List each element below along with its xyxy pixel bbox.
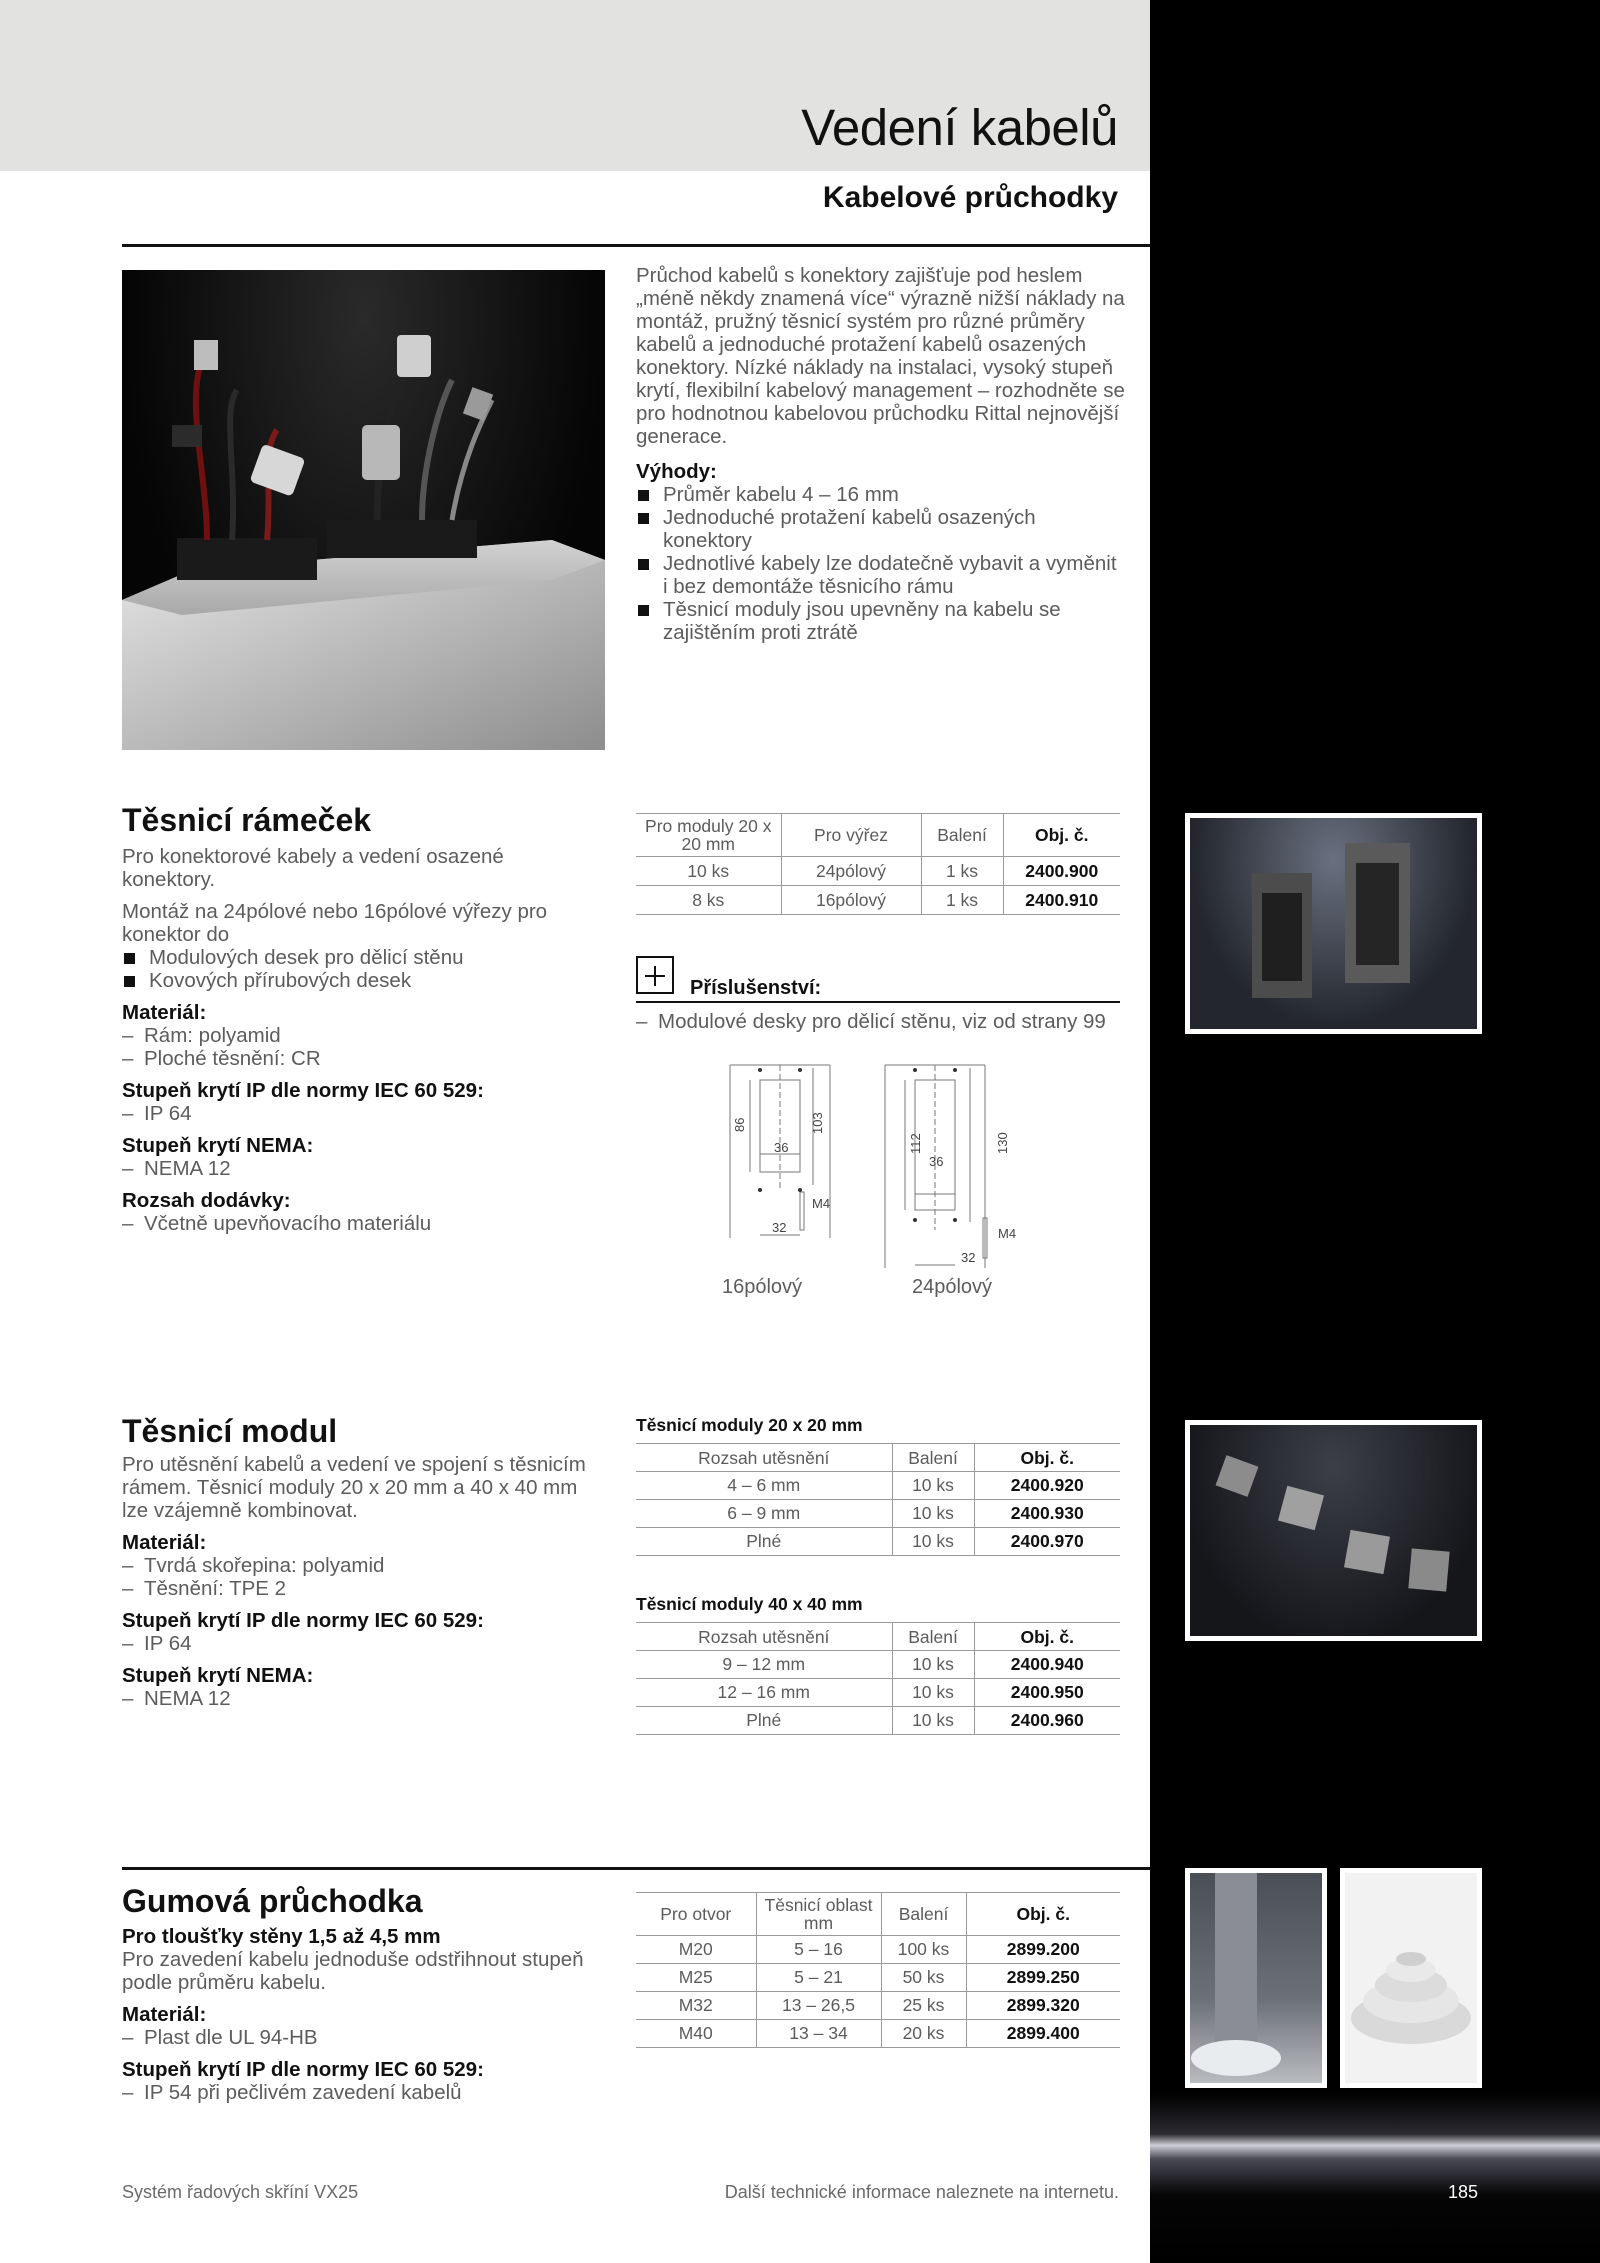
order-number: 2400.930	[974, 1500, 1120, 1528]
table-cell: 6 – 9 mm	[636, 1500, 892, 1528]
nema-list	[122, 1687, 592, 1710]
grommet-desc: Pro zavedení kabelu jednoduše odstřihnout stupeň podle průměru kabelu.	[122, 1948, 584, 1994]
column-header: Pro otvor	[636, 1893, 756, 1936]
table-cell: 10 ks	[892, 1500, 974, 1528]
table-cell: M25	[636, 1964, 756, 1992]
material-heading: Materiál:	[122, 2003, 207, 2026]
list-item: – IP 64	[122, 1102, 582, 1125]
ip-heading: Stupeň krytí IP dle normy IEC 60 529:	[122, 1079, 484, 1102]
nema-list	[122, 1157, 582, 1180]
list-item: Průměr kabelu 4 – 16 mm	[636, 483, 1126, 506]
grommet-photo-installed	[1185, 1868, 1327, 2088]
cable-gland-illustration	[122, 270, 605, 750]
table-row	[636, 1964, 1120, 1992]
column-header: Pro výřez	[781, 814, 921, 857]
table-cell: 10 ks	[636, 857, 781, 886]
table-row	[636, 2020, 1120, 2048]
list-item: – NEMA 12	[122, 1157, 582, 1180]
list-item: – Ploché těsnění: CR	[122, 1047, 582, 1070]
column-header: Pro moduly 20 x 20 mm	[636, 814, 781, 857]
grommet-table	[636, 1892, 1120, 2048]
table-cell: 20 ks	[881, 2020, 966, 2048]
column-header: Těsnicí oblast mm	[756, 1893, 881, 1936]
grommet-installed-illustration	[1190, 1873, 1322, 2083]
table-cell: 10 ks	[892, 1707, 974, 1735]
table-cell: 24pólový	[781, 857, 921, 886]
material-list	[122, 1554, 592, 1600]
order-number: 2400.950	[974, 1679, 1120, 1707]
list-item: Modulových desek pro dělicí stěnu	[122, 946, 582, 969]
list-item: – Modulové desky pro dělicí stěnu, viz od strany 99	[636, 1010, 1126, 1033]
ip-heading: Stupeň krytí IP dle normy IEC 60 529:	[122, 1609, 484, 1632]
module-product-photo	[1185, 1420, 1482, 1641]
column-header: Balení	[892, 1444, 974, 1472]
dim-height-16: 86	[732, 1117, 747, 1132]
table-cell: 4 – 6 mm	[636, 1472, 892, 1500]
ip-heading: Stupeň krytí IP dle normy IEC 60 529:	[122, 2058, 484, 2081]
dim-base-16: 32	[772, 1220, 787, 1235]
footer-left: Systém řadových skříní VX25	[122, 2182, 359, 2202]
scope-list	[122, 1212, 582, 1235]
table-cell: 16pólový	[781, 886, 921, 915]
dim-height2-24: 130	[995, 1132, 1010, 1154]
table-row	[636, 1528, 1120, 1556]
hero-product-photo	[122, 270, 605, 750]
table-cell: Plné	[636, 1528, 892, 1556]
nema-heading: Stupeň krytí NEMA:	[122, 1134, 314, 1157]
table-cell: 8 ks	[636, 886, 781, 915]
table-cell: 12 – 16 mm	[636, 1679, 892, 1707]
list-item: – Včetně upevňovacího materiálu	[122, 1212, 582, 1235]
dim-height-24: 112	[908, 1133, 923, 1154]
list-item: – NEMA 12	[122, 1687, 592, 1710]
ip-list	[122, 1632, 592, 1655]
grommet-title: Gumová průchodka	[122, 1883, 423, 1919]
module-table-1-title: Těsnicí moduly 20 x 20 mm	[636, 1415, 863, 1435]
table-cell: 10 ks	[892, 1651, 974, 1679]
table-cell: 10 ks	[892, 1528, 974, 1556]
dim-height2-16: 103	[810, 1112, 825, 1134]
list-item: Kovových přírubových desek	[122, 969, 582, 992]
dim-thread-16: M4	[812, 1196, 831, 1211]
frame-desc: Pro konektorové kabely a vedení osazené konektory.	[122, 845, 504, 891]
frame-table	[636, 813, 1120, 915]
module-title: Těsnicí modul	[122, 1413, 338, 1449]
table-cell: M40	[636, 2020, 756, 2048]
scope-heading: Rozsah dodávky:	[122, 1189, 291, 1212]
list-item: Jednoduché protažení kabelů osazených konektory	[636, 506, 1126, 552]
frame-bullets	[122, 946, 582, 992]
table-cell: Plné	[636, 1707, 892, 1735]
list-item: Jednotlivé kabely lze dodatečně vybavit a vyměnit i bez demontáže těsnicího rámu	[636, 552, 1126, 598]
material-list	[122, 2026, 602, 2049]
accessories-list	[636, 1010, 1126, 1033]
list-item: – Rám: polyamid	[122, 1024, 582, 1047]
accessories-heading: Příslušenství:	[690, 977, 822, 999]
drawing-caption-16: 16pólový	[722, 1276, 803, 1298]
dimension-drawings	[718, 1060, 1038, 1270]
module-table-1	[636, 1443, 1120, 1556]
table-row	[636, 1500, 1120, 1528]
list-item: Těsnicí moduly jsou upevněny na kabelu se zajištěním proti ztrátě	[636, 598, 1126, 644]
table-row	[636, 886, 1120, 915]
list-item: – Plast dle UL 94-HB	[122, 2026, 602, 2049]
intro-text: Průchod kabelů s konektory zajišťuje pod heslem „méně někdy znamená více“ výrazně nižší náklady na montáž, pružný těsnicí systém pro různé průměry kabelů a jednoduché protažení kabelů osazených konektory. Nízké náklady na instalaci, vysoký stupeň krytí, flexibilní kabelový management – rozhodněte se pro hodnotnou kabelovou průchodku Rittal nejnovější generace.	[636, 264, 1125, 448]
order-number: 2899.400	[966, 2020, 1120, 2048]
benefits-list	[636, 483, 1126, 644]
column-header: Rozsah utěsnění	[636, 1444, 892, 1472]
frame-title: Těsnicí rámeček	[122, 802, 372, 838]
table-cell: 5 – 16	[756, 1936, 881, 1964]
order-number: 2899.200	[966, 1936, 1120, 1964]
table-row	[636, 1707, 1120, 1735]
table-row	[636, 1651, 1120, 1679]
list-item: – IP 54 při pečlivém zavedení kabelů	[122, 2081, 602, 2104]
order-number: 2400.940	[974, 1651, 1120, 1679]
table-row	[636, 1472, 1120, 1500]
table-cell: M20	[636, 1936, 756, 1964]
drawing-caption-24: 24pólový	[912, 1276, 993, 1298]
grommet-photo	[1340, 1868, 1482, 2088]
table-cell: 1 ks	[921, 857, 1003, 886]
table-cell: 100 ks	[881, 1936, 966, 1964]
column-header: Obj. č.	[974, 1623, 1120, 1651]
table-row	[636, 1679, 1120, 1707]
dim-base-24: 32	[961, 1250, 976, 1265]
order-number: 2899.320	[966, 1992, 1120, 2020]
table-cell: 25 ks	[881, 1992, 966, 2020]
accessories-rule	[636, 1001, 1120, 1003]
table-cell: M32	[636, 1992, 756, 2020]
frame-desc-mount: Montáž na 24pólové nebo 16pólové výřezy pro konektor do	[122, 900, 548, 946]
order-number: 2400.910	[1003, 886, 1120, 915]
order-number: 2400.970	[974, 1528, 1120, 1556]
list-item: – Těsnění: TPE 2	[122, 1577, 592, 1600]
nema-heading: Stupeň krytí NEMA:	[122, 1664, 314, 1687]
page-subtitle: Kabelové průchodky	[822, 181, 1118, 214]
column-header: Obj. č.	[974, 1444, 1120, 1472]
column-header: Balení	[921, 814, 1003, 857]
module-desc: Pro utěsnění kabelů a vedení ve spojení s těsnicím rámem. Těsnicí moduly 20 x 20 mm a 40 x 40 mm lze vzájemně kombinovat.	[122, 1453, 586, 1522]
dim-thread-24: M4	[998, 1226, 1017, 1241]
column-header: Obj. č.	[966, 1893, 1120, 1936]
page-title: Vedení kabelů	[801, 99, 1118, 156]
order-number: 2400.960	[974, 1707, 1120, 1735]
dim-width-24: 36	[929, 1154, 944, 1169]
table-cell: 1 ks	[921, 886, 1003, 915]
column-header: Rozsah utěsnění	[636, 1623, 892, 1651]
material-heading: Materiál:	[122, 1001, 207, 1024]
order-number: 2899.250	[966, 1964, 1120, 1992]
table-row	[636, 1936, 1120, 1964]
benefits-heading: Výhody:	[636, 460, 717, 483]
module-table-2-title: Těsnicí moduly 40 x 40 mm	[636, 1594, 863, 1614]
column-header: Obj. č.	[1003, 814, 1120, 857]
material-heading: Materiál:	[122, 1531, 207, 1554]
page-number: 185	[1448, 2182, 1479, 2202]
plus-icon	[636, 956, 674, 994]
section-rule	[122, 1867, 1150, 1870]
list-item: – Tvrdá skořepina: polyamid	[122, 1554, 592, 1577]
ip-list	[122, 1102, 582, 1125]
table-cell: 13 – 26,5	[756, 1992, 881, 2020]
frame-body	[122, 845, 582, 1235]
material-list	[122, 1024, 582, 1070]
table-cell: 9 – 12 mm	[636, 1651, 892, 1679]
module-illustration	[1190, 1425, 1477, 1636]
table-cell: 10 ks	[892, 1472, 974, 1500]
footer-center: Další technické informace naleznete na internetu.	[724, 2182, 1119, 2202]
order-number: 2400.900	[1003, 857, 1120, 886]
order-number: 2400.920	[974, 1472, 1120, 1500]
table-row	[636, 1992, 1120, 2020]
frame-illustration	[1190, 818, 1477, 1029]
header-rule	[122, 244, 1150, 247]
grommet-subtitle: Pro tloušťky stěny 1,5 až 4,5 mm	[122, 1925, 441, 1948]
table-cell: 50 ks	[881, 1964, 966, 1992]
module-body	[122, 1453, 592, 1710]
module-table-2	[636, 1622, 1120, 1735]
frame-product-photo	[1185, 813, 1482, 1034]
grommet-body	[122, 1925, 602, 2104]
column-header: Balení	[881, 1893, 966, 1936]
table-cell: 13 – 34	[756, 2020, 881, 2048]
table-cell: 5 – 21	[756, 1964, 881, 1992]
grommet-illustration	[1345, 1873, 1477, 2083]
list-item: – IP 64	[122, 1632, 592, 1655]
table-cell: 10 ks	[892, 1679, 974, 1707]
column-header: Balení	[892, 1623, 974, 1651]
intro-block	[636, 264, 1126, 644]
dim-width-16: 36	[774, 1140, 789, 1155]
table-row	[636, 857, 1120, 886]
ip-list	[122, 2081, 602, 2104]
